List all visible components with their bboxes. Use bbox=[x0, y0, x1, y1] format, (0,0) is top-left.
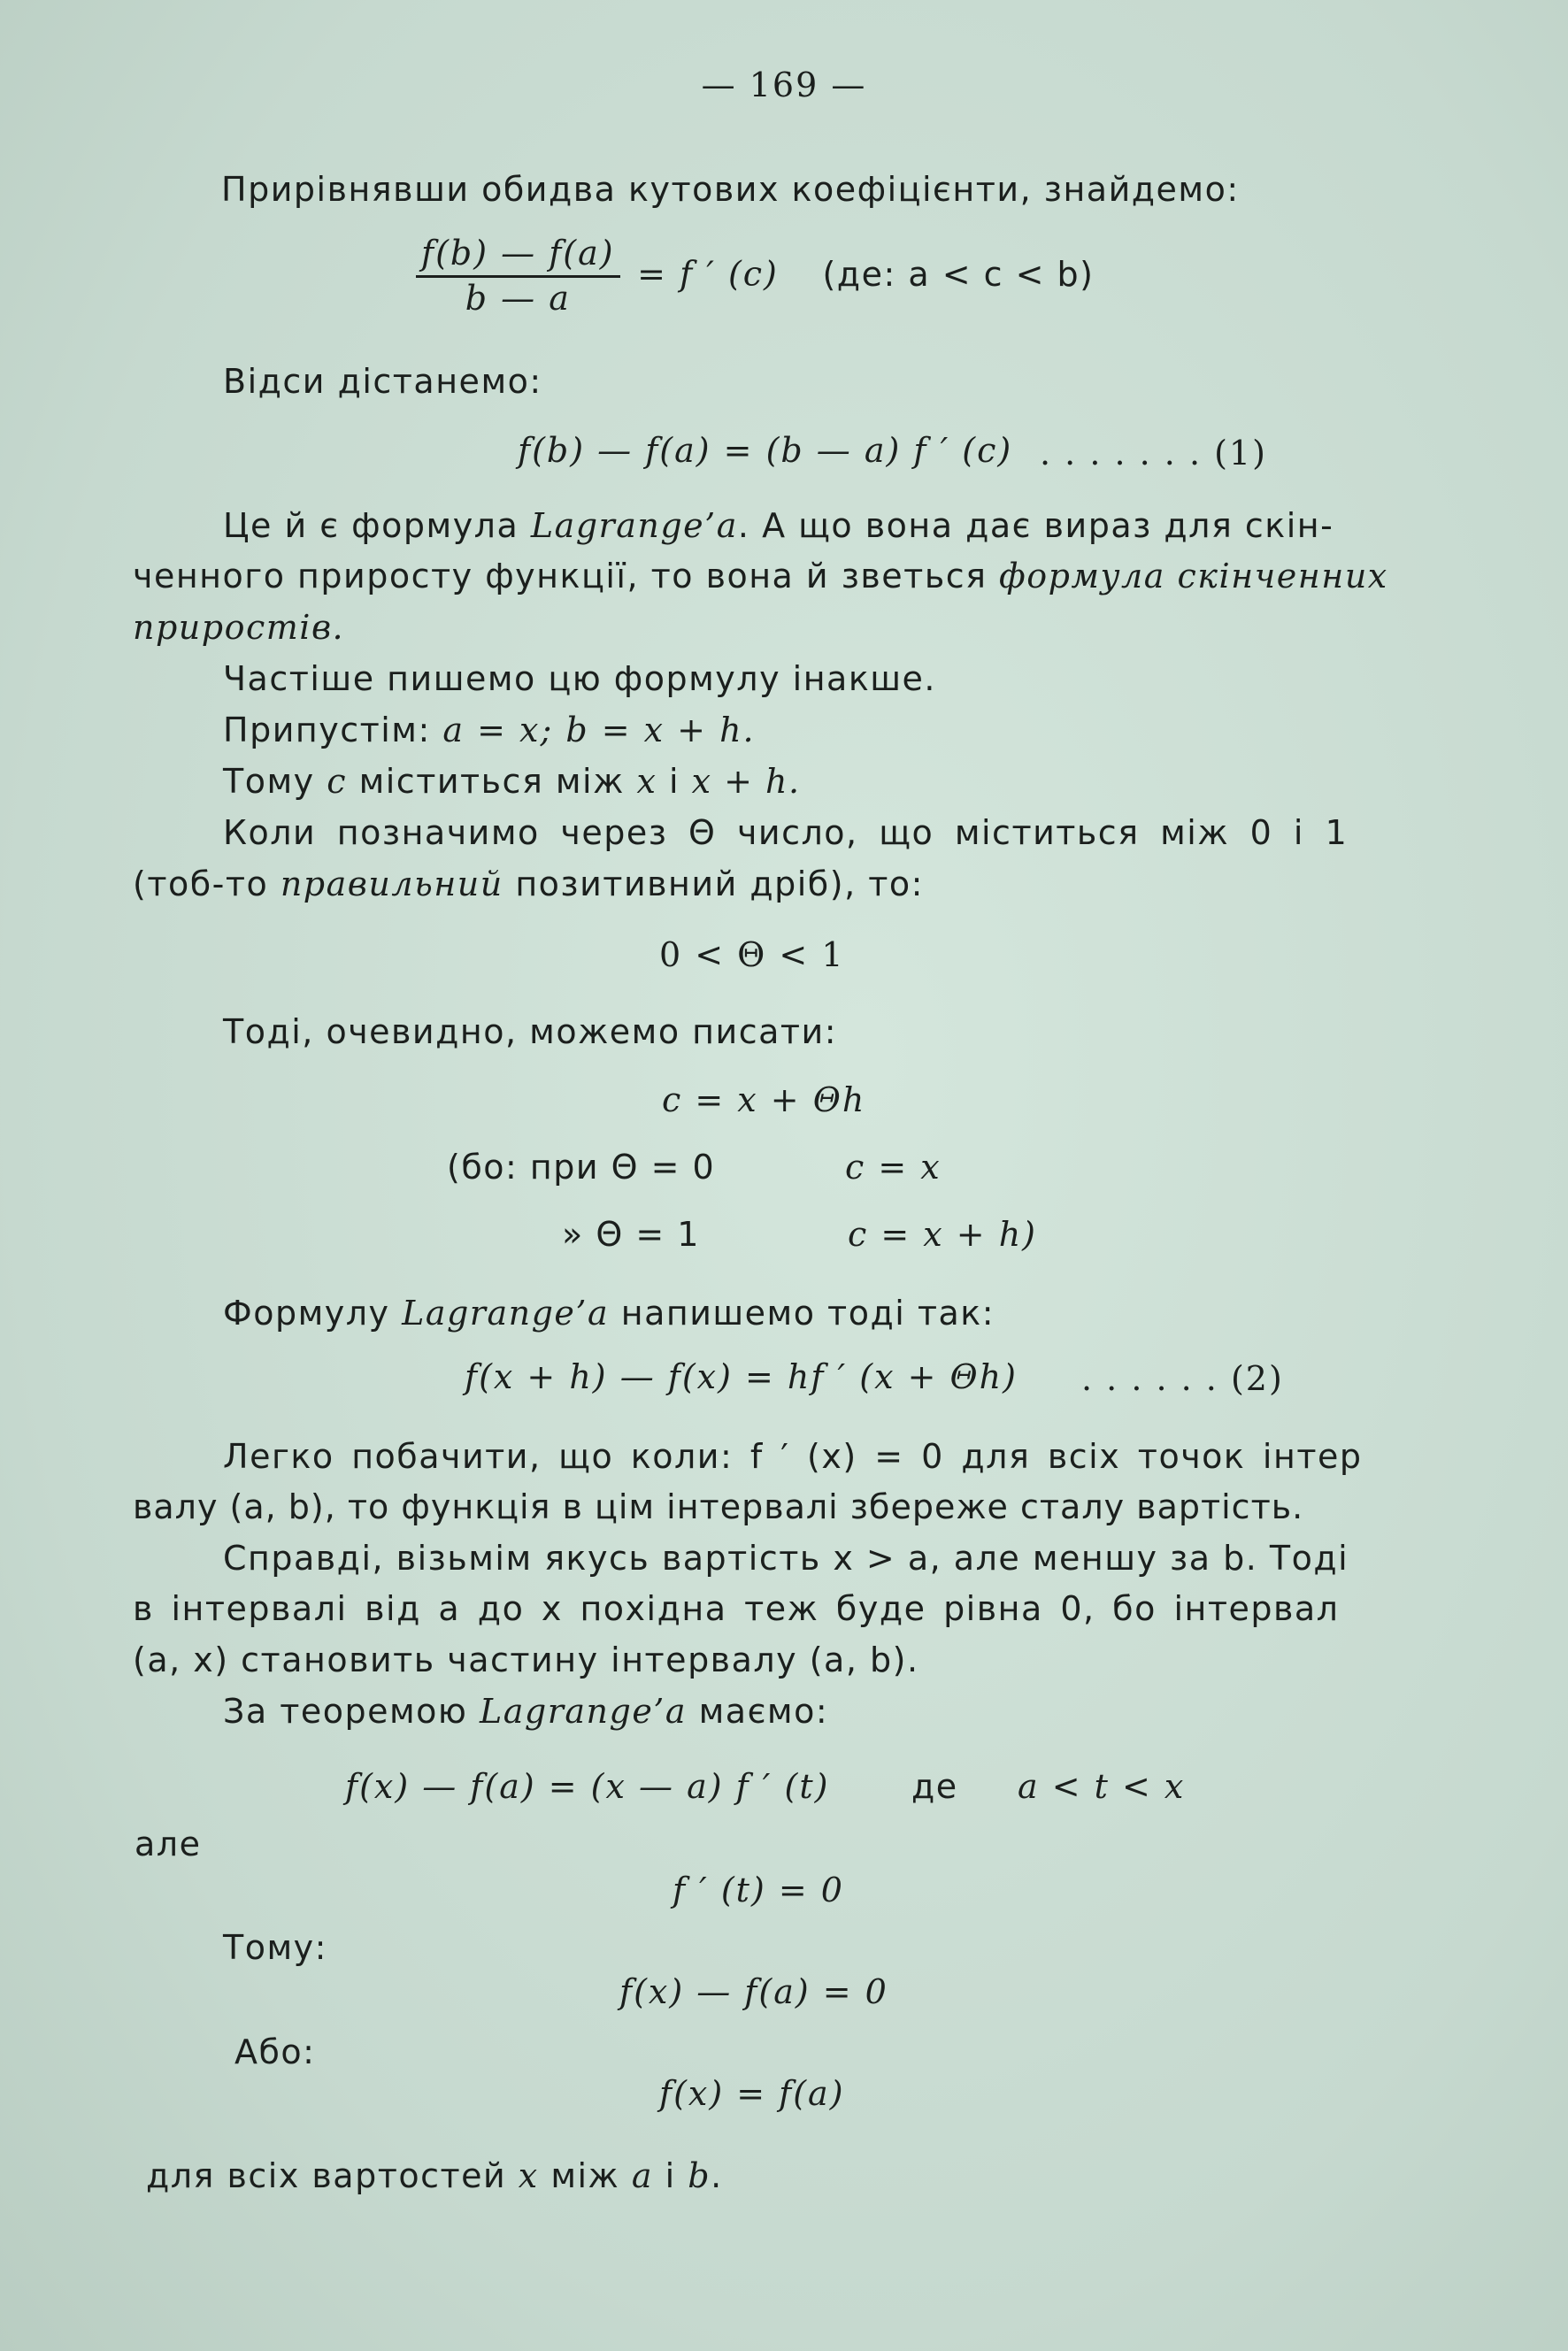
equation-2-tag: . . . . . . (2) bbox=[1081, 1359, 1284, 1398]
equation-ft: f ′ (t) = 0 bbox=[673, 1871, 844, 1909]
text-span: маємо: bbox=[687, 1692, 829, 1731]
intro-text: Прирівнявши обидва кутових коефіцієнти, знайдемо: bbox=[221, 170, 1240, 209]
slope-note: (де: a < c < b) bbox=[822, 254, 1095, 294]
assume-formula: a = x; b = x + h. bbox=[442, 711, 756, 749]
therefore-text: Тому: bbox=[223, 1928, 327, 1967]
because-line1-value: c = x bbox=[845, 1148, 942, 1187]
lagrange-para-line3 bbox=[133, 609, 344, 648]
slope-rhs: = f ′ (c) bbox=[637, 254, 779, 294]
equation-3-where: де bbox=[911, 1767, 958, 1806]
or-text: Або: bbox=[234, 2032, 316, 2071]
page-number: — 169 — bbox=[701, 65, 867, 104]
lagrange-then-line bbox=[223, 1295, 995, 1333]
lagrange-para-line1 bbox=[223, 507, 1334, 546]
assume-line bbox=[223, 711, 756, 750]
because-line2-value: c = x + h) bbox=[848, 1215, 1038, 1254]
text-span: позитивний дріб), то: bbox=[503, 864, 924, 903]
therefore-c-line bbox=[223, 763, 801, 802]
var-x: x bbox=[518, 2156, 539, 2195]
fraction-numerator: f(b) — f(a) bbox=[416, 234, 620, 278]
hence-text: Відси дістанемо: bbox=[223, 362, 542, 401]
equation-c: c = x + Θh bbox=[662, 1080, 866, 1119]
text-span: міститься між bbox=[347, 762, 637, 801]
name-lagrange: Lagrange’a bbox=[479, 1692, 688, 1731]
equation-3: f(x) — f(a) = (x — a) f ′ (t) bbox=[345, 1767, 830, 1806]
equation-2: f(x + h) — f(x) = hf ′ (x + Θh) bbox=[465, 1357, 1018, 1396]
because-line2-label: » Θ = 1 bbox=[562, 1215, 700, 1254]
text-span: Це й є формула bbox=[223, 506, 531, 545]
indeed-line2: в інтервалі від a до x похідна теж буде рівна 0, бо інтервал bbox=[133, 1589, 1340, 1628]
by-theorem-line bbox=[223, 1693, 828, 1732]
theta-line1: Коли позначимо через Θ число, що міститься між 0 і 1 bbox=[223, 813, 1349, 852]
equation-diff: f(x) — f(a) = 0 bbox=[619, 1972, 888, 2011]
text-span: і bbox=[657, 762, 692, 801]
final-line bbox=[146, 2157, 723, 2196]
text-span: між bbox=[538, 2156, 632, 2195]
because-line1-label: (бо: при Θ = 0 bbox=[447, 1148, 716, 1187]
theta-line2 bbox=[133, 865, 924, 904]
var-x: x bbox=[636, 762, 657, 801]
text-span: . bbox=[711, 2156, 723, 2195]
text-span: для всіх вартостей bbox=[146, 2156, 519, 2195]
equation-1: f(b) — f(a) = (b — a) f ′ (c) bbox=[518, 431, 1013, 470]
lagrange-para-line2 bbox=[133, 557, 1388, 596]
var-a: a bbox=[631, 2156, 654, 2195]
text-span: . А що вона дає вираз для скін- bbox=[737, 506, 1334, 545]
text-span: і bbox=[653, 2156, 688, 2195]
text-span: Формулу bbox=[223, 1294, 403, 1333]
slope-equation bbox=[416, 234, 1094, 318]
often-text: Частіше пишемо цю формулу інакше. bbox=[223, 659, 937, 698]
name-lagrange: Lagrange’a bbox=[530, 506, 738, 545]
term-proper: правильний bbox=[280, 864, 503, 903]
text-span: (тоб-то bbox=[133, 864, 281, 903]
fraction-denominator: b — a bbox=[465, 278, 571, 318]
expr-x-plus-h: x + h. bbox=[691, 762, 801, 801]
then-write-text: Тоді, очевидно, можемо писати: bbox=[223, 1012, 838, 1051]
var-c: c bbox=[327, 762, 347, 801]
var-b: b bbox=[688, 2156, 711, 2195]
text-span: За теоремою bbox=[223, 1692, 480, 1731]
theta-inequality: 0 < Θ < 1 bbox=[659, 935, 845, 974]
equation-1-tag: . . . . . . . (1) bbox=[1040, 434, 1267, 473]
equation-3-condition: a < t < x bbox=[1018, 1767, 1186, 1806]
text-span: напишемо тоді так: bbox=[609, 1294, 995, 1333]
slope-fraction bbox=[416, 234, 620, 318]
easy-line1: Легко побачити, що коли: f ′ (x) = 0 для всіх точок інтер bbox=[223, 1437, 1363, 1476]
equation-equal: f(x) = f(a) bbox=[659, 2074, 845, 2113]
term-finite-increments: формула скінченних bbox=[999, 557, 1388, 595]
term-increments: приростів. bbox=[133, 608, 345, 647]
name-lagrange: Lagrange’a bbox=[402, 1294, 610, 1333]
text-span: Тому bbox=[223, 762, 327, 801]
assume-label: Припустім: bbox=[223, 711, 443, 749]
text-span: ченного приросту функції, то вона й зветься bbox=[133, 557, 1000, 595]
easy-line2: валу (a, b), то функція в цім інтервалі збереже сталу вартість. bbox=[133, 1487, 1304, 1526]
but-text: але bbox=[135, 1825, 202, 1863]
indeed-line3: (a, x) становить частину інтервалу (a, b). bbox=[133, 1640, 919, 1679]
indeed-line1: Справді, візьмім якусь вартість x > a, але меншу за b. Тоді bbox=[223, 1539, 1349, 1578]
